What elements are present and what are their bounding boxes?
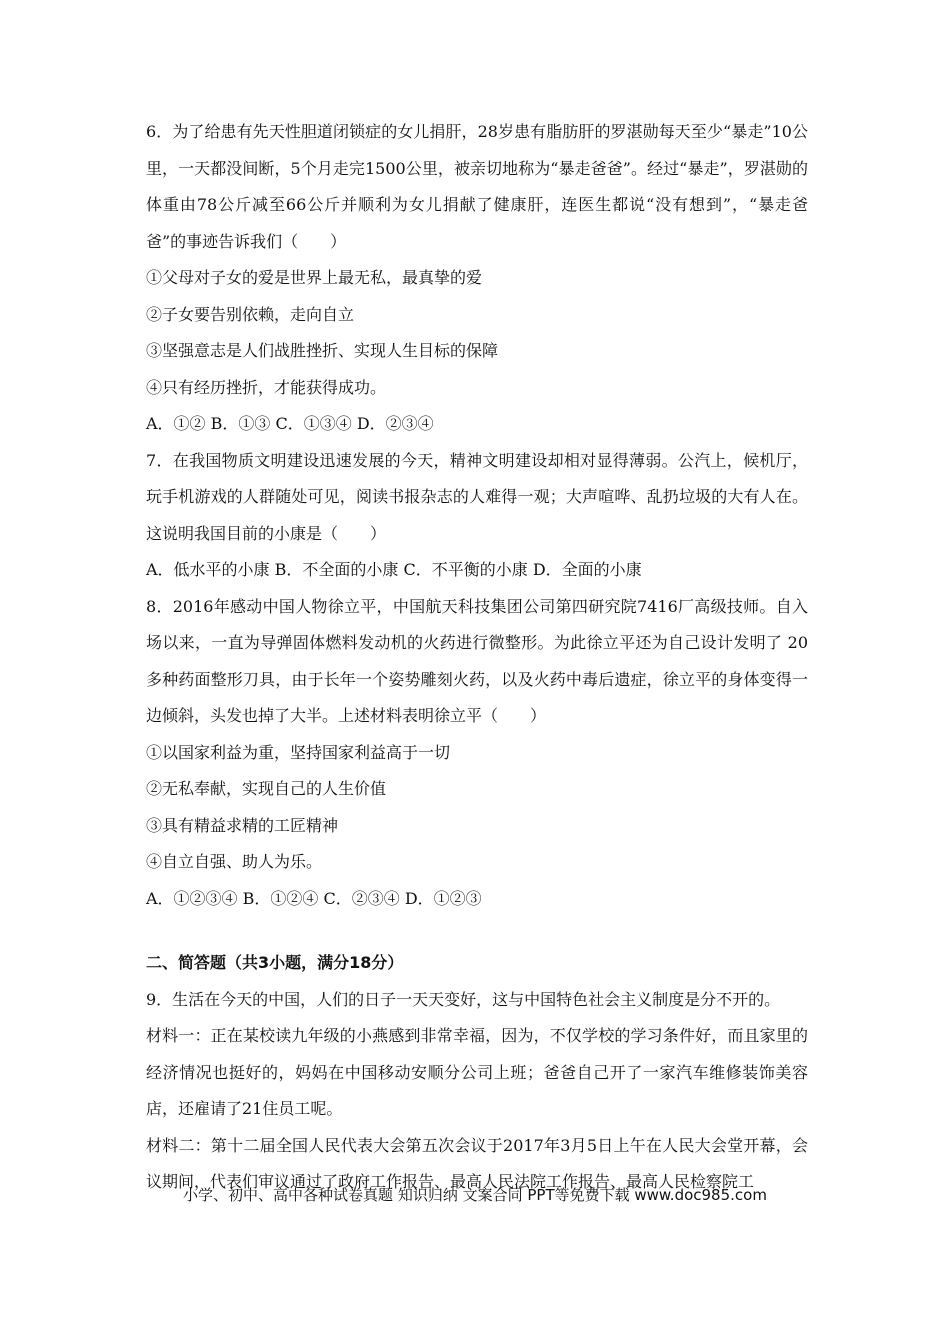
page-content xyxy=(146,114,808,1201)
question-8-stem: 8．2016年感动中国人物徐立平，中国航天科技集团公司第四研究院7416厂高级技师。自入场以来，一直为导弹固体燃料发动机的火药进行微整形。为此徐立平还为自己设计发明了 20 多种药面整形刀具，由于长年一个姿势雕刻火药，以及火药中毒后遗症，徐立平的身体变得一边倾斜，头发也掉了大半。上述材料表明徐立平（ ） xyxy=(146,596,808,725)
question-7-options: A．低水平的小康 B．不全面的小康 C．不平衡的小康 D．全面的小康 xyxy=(146,560,642,579)
question-9-stem: 9．生活在今天的中国，人们的日子一天天变好，这与中国特色社会主义制度是分不开的。 xyxy=(146,989,781,1009)
question-8-item-1: ①以国家利益为重，坚持国家利益高于一切 xyxy=(146,742,451,762)
question-6-stem: 6．为了给患有先天性胆道闭锁症的女儿捐肝，28岁患有脂肪肝的罗湛勋每天至少“暴走”10公里，一天都没间断，5个月走完1500公里，被亲切地称为“暴走爸爸”。经过“暴走”，罗湛勋的体重由78公斤减至66公斤并顺利为女儿捐献了健康肝，连医生都说“没有想到”，“暴走爸爸”的事迹告诉我们（ ） xyxy=(146,122,808,251)
question-9-material-2: 材料二：第十二届全国人民代表大会第五次会议于2017年3月5日上午在人民大会堂开幕，会议期间，代表们审议通过了政府工作报告、最高人民法院工作报告、最高人民检察院工 xyxy=(146,1135,808,1191)
section-2-title: 二、简答题（共3小题，满分18分） xyxy=(146,953,404,972)
question-8-options: A．①②③④ B．①②④ C．②③④ D．①②③ xyxy=(146,888,482,908)
question-6-item-2: ②子女要告别依赖，走向自立 xyxy=(146,304,355,324)
question-6-options: A．①② B．①③ C．①③④ D．②③④ xyxy=(146,414,434,433)
question-6-item-3: ③坚强意志是人们战胜挫折、实现人生目标的保障 xyxy=(146,341,499,360)
question-8-item-2: ②无私奉献，实现自己的人生价值 xyxy=(146,779,387,798)
question-6-item-4: ④只有经历挫折，才能获得成功。 xyxy=(146,377,387,397)
question-9-material-1: 材料一：正在某校读九年级的小燕感到非常幸福，因为，不仅学校的学习条件好，而且家里的经济情况也挺好的，妈妈在中国移动安顺分公司上班；爸爸自己开了一家汽车维修装饰美容店，还雇请了21住员工呢。 xyxy=(146,1026,808,1118)
question-7-stem: 7．在我国物质文明建设迅速发展的今天，精神文明建设却相对显得薄弱。公汽上，候机厅，玩手机游戏的人群随处可见，阅读书报杂志的人难得一观；大声喧哗、乱扔垃圾的大有人在。这说明我国目前的小康是（ ） xyxy=(146,450,808,543)
page-footer: 小学、初中、高中各种试卷真题 知识归纳 文案合同 PPT等免费下载 www.doc985.com xyxy=(183,1186,767,1204)
question-8-item-4: ④自立自强、助人为乐。 xyxy=(146,852,323,871)
question-6-item-1: ①父母对子女的爱是世界上最无私，最真挚的爱 xyxy=(146,268,483,287)
question-8-item-3: ③具有精益求精的工匠精神 xyxy=(146,815,339,835)
